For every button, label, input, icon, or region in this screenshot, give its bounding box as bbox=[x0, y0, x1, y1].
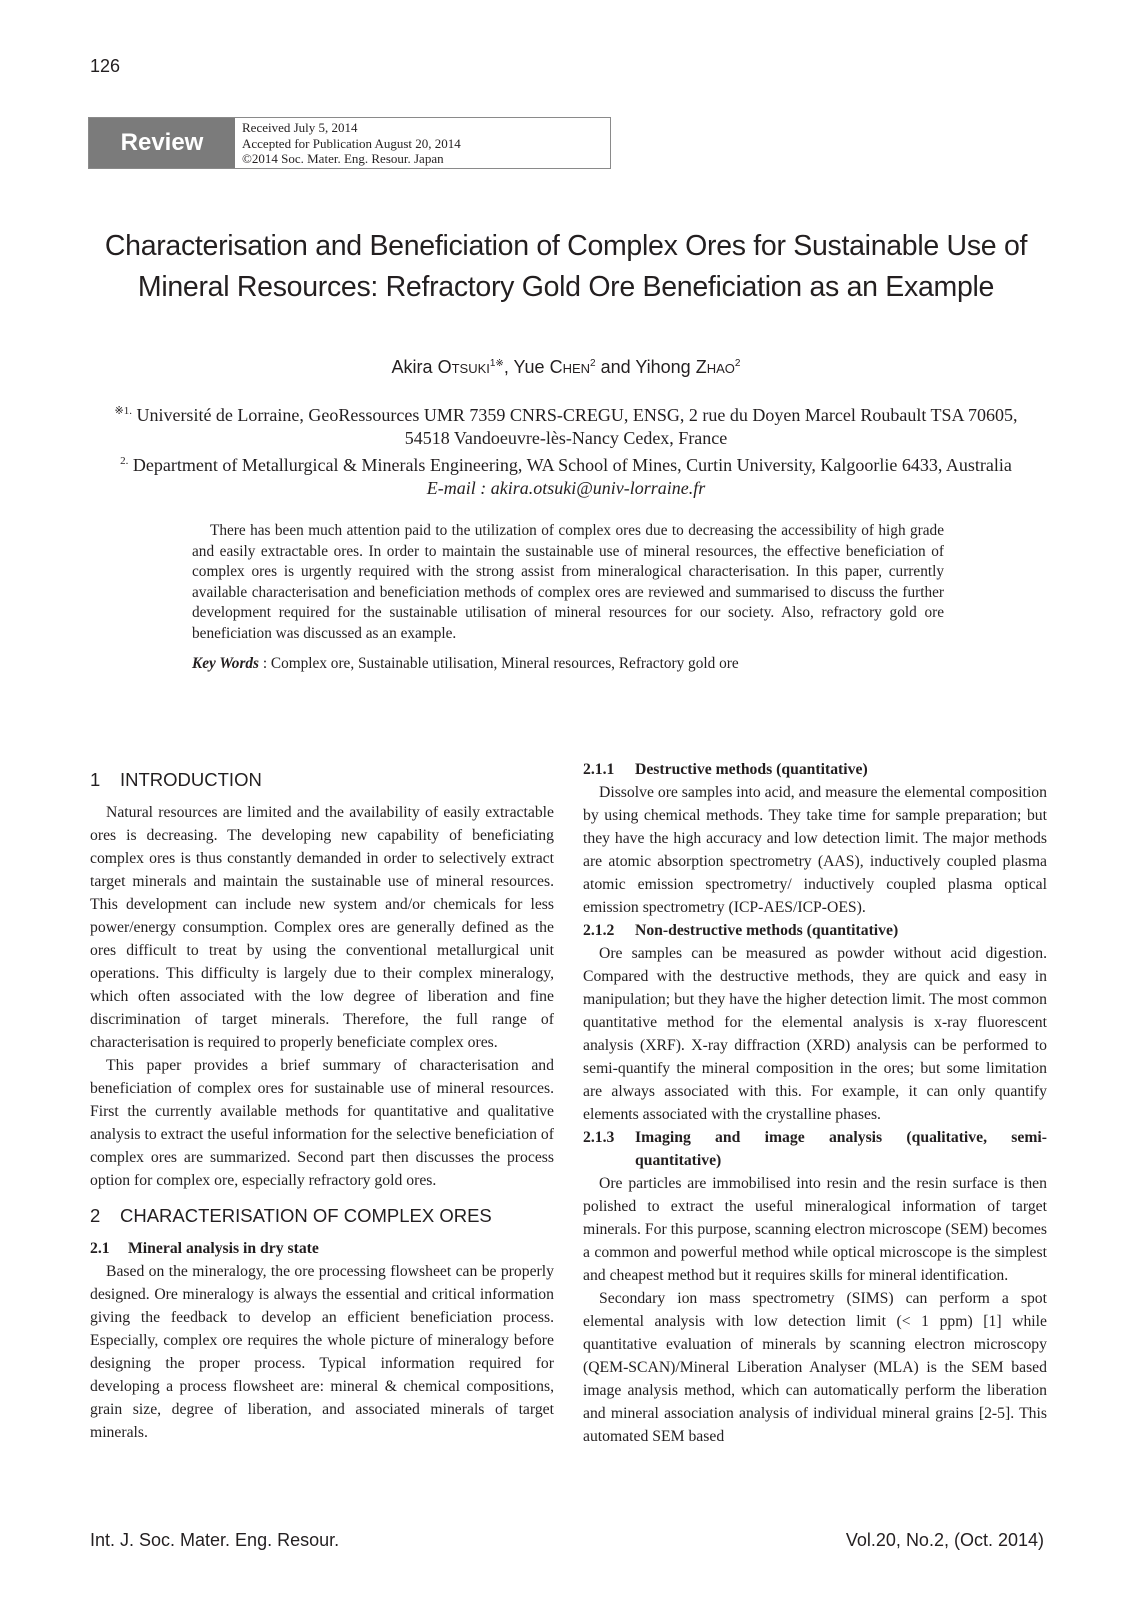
article-info-box bbox=[88, 117, 611, 169]
keywords-text: : Complex ore, Sustainable utilisation, Mineral resources, Refractory gold ore bbox=[259, 655, 739, 672]
keywords-label: Key Words bbox=[192, 655, 259, 672]
section-heading: 2 CHARACTERISATION OF COMPLEX ORES bbox=[90, 1205, 492, 1226]
received-date: Received July 5, 2014 bbox=[242, 120, 358, 135]
author-family-name: OTSUKI bbox=[437, 357, 490, 377]
article-type-label: Review bbox=[89, 118, 235, 168]
article-dates bbox=[235, 118, 461, 168]
subsubsection-heading: 2.1.1 Destructive methods (quantitative) bbox=[583, 761, 868, 778]
abstract bbox=[192, 521, 944, 644]
author-given-name: Akira bbox=[391, 357, 433, 377]
contact-email: E-mail : akira.otsuki@univ-lorraine.fr bbox=[426, 478, 706, 498]
paragraph: Secondary ion mass spectrometry (SIMS) can perform a spot elemental analysis with low detection limit (< 1 ppm) [1] while quantitative evaluation of minerals by scanning electron microscopy (QEM-SCAN)/Mineral Liberation Analyser (MLA) is the SEM based image analysis method, which can automatically perform the liberation and mineral association analysis of individual mineral grains [2-5]. This automated SEM based bbox=[583, 1290, 1047, 1445]
left-column bbox=[90, 760, 554, 1444]
author-affil-mark: 1※ bbox=[489, 358, 504, 369]
paragraph: Ore samples can be measured as powder without acid digestion. Compared with the destructive methods, they are quick and easy in manipulation; but they have the higher detection limit. The most common quantitative method for the elemental analysis is x-ray fluorescent analysis (XRF). X-ray diffraction (XRD) analysis can be performed to semi-quantify the mineral composition in the ores; but some limitation are always associated with this. For example, it can only quantify elements associated with the crystalline phases. bbox=[583, 945, 1047, 1123]
copyright-line: ©2014 Soc. Mater. Eng. Resour. Japan bbox=[242, 151, 444, 166]
subsubsection-heading: 2.1.2 Non-destructive methods (quantitative) bbox=[583, 922, 899, 939]
right-column bbox=[583, 758, 1047, 1448]
author-family-name: CHEN bbox=[549, 357, 591, 377]
affiliations bbox=[70, 400, 1062, 500]
paragraph: Natural resources are limited and the availability of easily extractable ores is decreasing. The developing new capability of beneficiating complex ores is thus constantly demanded in order to selectively extract target minerals and maintain the sustainable use of mineral resources. This development can include new system and/or chemicals for less power/energy consumption. Complex ores are generally defined as the ores difficult to treat by using the conventional metallurgical unit operations. This difficulty is largely due to their complex mineralogy, which often associated with the low degree of liberation and fine discrimination of target minerals. Therefore, the full range of characterisation is required to properly beneficiate complex ores. bbox=[90, 804, 554, 1051]
author-line: Akira $OTSUKI^{1※}$, Yue CHEN$^2$ and Yihong ZHAO$^2$ bbox=[391, 357, 741, 377]
affiliation-1: $^{※1.}$ Université de Lorraine, GeoRessources UMR 7359 CNRS-CREGU, ENSG, 2 rue du Doyen Marcel Roubault TSA 70605, bbox=[114, 405, 1018, 425]
author-affil-mark: 2 bbox=[734, 358, 741, 369]
affiliation-1-cont: 54518 Vandoeuvre-lès-Nancy Cedex, France bbox=[404, 428, 728, 448]
author-given-name: Yue bbox=[513, 357, 545, 377]
paragraph: Based on the mineralogy, the ore processing flowsheet can be properly designed. Ore mineralogy is always the essential and critical information giving the feedback to develop an efficient beneficiation process. Especially, complex ore requires the whole picture of mineralogy before designing the proper process. Typical information required for developing a process flowsheet are: mineral & chemical compositions, grain size, degree of liberation, and associated minerals of target minerals. bbox=[90, 1263, 554, 1441]
author-affil-mark: 2 bbox=[590, 358, 596, 369]
accepted-date: Accepted for Publication August 20, 2014 bbox=[242, 135, 461, 151]
section-heading: 1 INTRODUCTION bbox=[90, 769, 262, 790]
page-number: 126 bbox=[90, 56, 121, 76]
affiliation-2: $^{2.}$ Department of Metallurgical & Minerals Engineering, WA School of Mines, Curtin University, Kalgoorlie 6433, Australia bbox=[120, 455, 1012, 475]
subsubsection-heading-cont: quantitative) bbox=[635, 1152, 722, 1169]
abstract-text: There has been much attention paid to the utilization of complex ores due to decreasing the accessibility of high grade and easily extractable ores. In order to maintain the sustainable use of mineral resources, the effective beneficiation of complex ores is urgently required with the strong assist from mineralogical characterisation. In this paper, currently available characterisation and beneficiation methods of complex ores are reviewed and summarised to discuss the further development required for the sustainable utilisation of mineral resources for our society. Also, refractory gold ore beneficiation was discussed as an example. bbox=[192, 522, 944, 642]
paragraph: Dissolve ore samples into acid, and measure the elemental composition by using chemical methods. They take time for sample preparation; but they have the high accuracy and low detection limit. The major methods are atomic absorption spectrometry (AAS), inductively coupled plasma atomic emission spectrometry/ inductively coupled plasma optical emission spectrometry (ICP-AES/ICP-OES). bbox=[583, 784, 1047, 916]
keywords bbox=[192, 655, 739, 673]
subsubsection-heading: 2.1.3 Imaging and image analysis (qualitative, semi- bbox=[583, 1129, 1047, 1146]
author-family-name: ZHAO bbox=[695, 357, 735, 377]
footer-volume: Vol.20, No.2, (Oct. 2014) bbox=[845, 1530, 1044, 1550]
subsection-heading: 2.1 Mineral analysis in dry state bbox=[90, 1240, 319, 1257]
paragraph: Ore particles are immobilised into resin and the resin surface is then polished to extract the useful mineralogical information of target minerals. For this purpose, scanning electron microscope (SEM) becomes a common and powerful method while optical microscope is the simplest and cheapest method but it requires skills for mineral identification. bbox=[583, 1175, 1047, 1284]
author-given-name: Yihong bbox=[635, 357, 691, 377]
footer-journal: Int. J. Soc. Mater. Eng. Resour. bbox=[90, 1530, 340, 1550]
paragraph: This paper provides a brief summary of characterisation and beneficiation of complex ores for sustainable use of mineral resources. First the currently available methods for quantitative and qualitative analysis to extract the useful information for the selective beneficiation of complex ores are summarized. Second part then discusses the process option for complex ore, especially refractory gold ores. bbox=[90, 1057, 554, 1189]
article-title: Characterisation and Beneficiation of Complex Ores for Sustainable Use of Mineral Resources: Refractory Gold Ore Beneficiation as an Example bbox=[104, 230, 1028, 303]
